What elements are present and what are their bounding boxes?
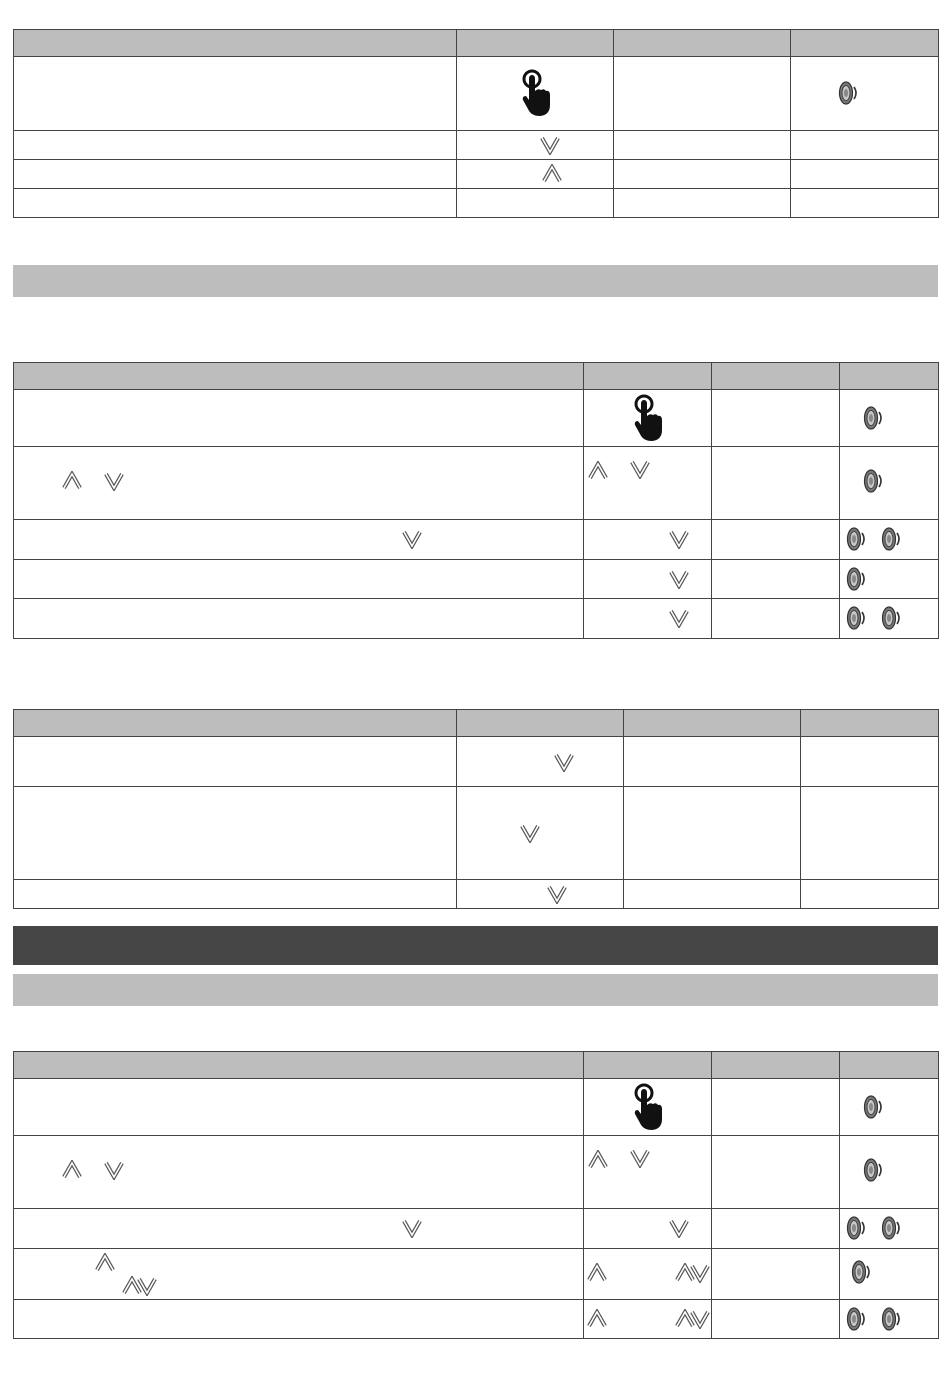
table-cell xyxy=(14,189,457,218)
chevron-up-icon xyxy=(587,1150,609,1170)
chevron-down-icon xyxy=(103,1160,125,1180)
table-cell xyxy=(801,737,939,787)
table-row xyxy=(14,737,939,787)
table-3 xyxy=(13,709,939,909)
header-cell xyxy=(14,30,457,57)
table-2 xyxy=(13,362,939,639)
table-cell xyxy=(14,560,584,599)
table-row xyxy=(14,880,939,909)
table-row xyxy=(14,189,939,218)
table-cell xyxy=(801,880,939,909)
table-cell xyxy=(624,737,801,787)
table-row xyxy=(14,1300,939,1339)
table-cell xyxy=(14,1209,584,1249)
table-cell xyxy=(614,189,791,218)
header-cell xyxy=(712,363,840,390)
speaker-beep-icon xyxy=(862,1156,884,1184)
table-row xyxy=(14,160,939,189)
chevron-up-icon xyxy=(586,1309,608,1329)
table-cell xyxy=(801,787,939,880)
chevron-down-icon xyxy=(553,752,575,772)
table-cell xyxy=(712,1136,840,1209)
header-cell xyxy=(14,1052,584,1079)
table-cell xyxy=(584,1136,712,1209)
table-cell xyxy=(712,1300,840,1339)
table-row xyxy=(14,1209,939,1249)
table-cell xyxy=(791,189,939,218)
section-bar xyxy=(13,265,938,297)
table-cell xyxy=(14,131,457,160)
speaker-beep-icon xyxy=(845,525,867,553)
speaker-beep-icon xyxy=(862,404,884,432)
table-cell xyxy=(791,131,939,160)
table-cell xyxy=(840,390,939,447)
speaker-beep-icon xyxy=(862,1093,884,1121)
chevron-down-icon xyxy=(689,1263,711,1283)
table-cell xyxy=(791,160,939,189)
table-cell xyxy=(457,787,624,880)
table-cell xyxy=(840,447,939,520)
chevron-down-icon xyxy=(546,884,568,904)
table-cell xyxy=(840,560,939,599)
table-row xyxy=(14,447,939,520)
table-cell xyxy=(457,189,614,218)
speaker-beep-icon xyxy=(880,525,902,553)
table-cell xyxy=(791,57,939,131)
speaker-beep-icon xyxy=(845,1305,867,1333)
table-row xyxy=(14,131,939,160)
table-cell xyxy=(840,599,939,639)
chevron-up-icon xyxy=(94,1253,116,1273)
chevron-down-icon xyxy=(401,1218,423,1238)
table-cell xyxy=(712,599,840,639)
chevron-up-icon xyxy=(586,1263,608,1283)
table-row xyxy=(14,560,939,599)
table-cell xyxy=(712,1079,840,1136)
table-cell xyxy=(712,1209,840,1249)
section-bar-dark xyxy=(13,926,938,965)
chevron-up-icon xyxy=(587,461,609,481)
header-cell xyxy=(14,363,584,390)
table-cell xyxy=(584,1249,712,1300)
table-row xyxy=(14,1079,939,1136)
table-cell xyxy=(840,1249,939,1300)
table-cell xyxy=(14,1136,584,1209)
touch-hand-icon xyxy=(631,1083,665,1133)
table-cell xyxy=(584,447,712,520)
table-header-row xyxy=(14,363,939,390)
table-row xyxy=(14,57,939,131)
table-cell xyxy=(14,880,457,909)
chevron-down-icon xyxy=(136,1276,158,1296)
table-cell xyxy=(840,1136,939,1209)
speaker-beep-icon xyxy=(837,79,859,107)
touch-hand-icon xyxy=(631,394,665,444)
table-cell xyxy=(14,599,584,639)
header-cell xyxy=(712,1052,840,1079)
header-cell xyxy=(801,710,939,737)
table-cell xyxy=(14,390,584,447)
header-cell xyxy=(584,1052,712,1079)
table-cell xyxy=(712,390,840,447)
speaker-beep-icon xyxy=(845,565,867,593)
table-header-row xyxy=(14,1052,939,1079)
table-cell xyxy=(712,1249,840,1300)
table-cell xyxy=(624,787,801,880)
table-cell xyxy=(14,737,457,787)
table-cell xyxy=(840,1300,939,1339)
table-cell xyxy=(584,1079,712,1136)
chevron-down-icon xyxy=(668,1218,690,1238)
table-cell xyxy=(457,880,624,909)
speaker-beep-icon xyxy=(850,1258,872,1286)
table-cell xyxy=(584,390,712,447)
chevron-down-icon xyxy=(629,1148,651,1168)
table-row xyxy=(14,390,939,447)
table-cell xyxy=(14,1079,584,1136)
table-cell xyxy=(14,1300,584,1339)
table-cell xyxy=(14,520,584,560)
table-cell xyxy=(840,1079,939,1136)
table-row xyxy=(14,599,939,639)
chevron-down-icon xyxy=(629,459,651,479)
table-1 xyxy=(13,29,939,218)
table-row xyxy=(14,520,939,560)
chevron-down-icon xyxy=(668,569,690,589)
header-cell xyxy=(584,363,712,390)
header-cell xyxy=(840,1052,939,1079)
chevron-up-icon xyxy=(61,471,83,491)
header-cell xyxy=(791,30,939,57)
chevron-down-icon xyxy=(539,135,561,155)
speaker-beep-icon xyxy=(862,467,884,495)
table-cell xyxy=(14,160,457,189)
table-header-row xyxy=(14,710,939,737)
table-cell xyxy=(712,520,840,560)
table-cell xyxy=(457,131,614,160)
header-cell xyxy=(614,30,791,57)
speaker-beep-icon xyxy=(880,1305,902,1333)
chevron-down-icon xyxy=(689,1309,711,1329)
table-cell xyxy=(840,520,939,560)
table-cell xyxy=(584,1209,712,1249)
chevron-down-icon xyxy=(103,471,125,491)
table-cell xyxy=(624,880,801,909)
chevron-down-icon xyxy=(668,608,690,628)
table-cell xyxy=(584,520,712,560)
header-cell xyxy=(457,710,624,737)
speaker-beep-icon xyxy=(845,1214,867,1242)
table-cell xyxy=(840,1209,939,1249)
table-4 xyxy=(13,1051,939,1339)
chevron-up-icon xyxy=(61,1160,83,1180)
chevron-down-icon xyxy=(401,529,423,549)
table-cell xyxy=(584,599,712,639)
table-row xyxy=(14,1136,939,1209)
table-cell xyxy=(712,560,840,599)
table-cell xyxy=(457,160,614,189)
table-cell xyxy=(14,787,457,880)
speaker-beep-icon xyxy=(845,604,867,632)
chevron-down-icon xyxy=(668,529,690,549)
table-header-row xyxy=(14,30,939,57)
speaker-beep-icon xyxy=(880,1214,902,1242)
table-cell xyxy=(14,447,584,520)
chevron-up-icon xyxy=(541,164,563,184)
table-cell xyxy=(457,57,614,131)
table-cell xyxy=(14,1249,584,1300)
table-cell xyxy=(614,131,791,160)
chevron-down-icon xyxy=(519,823,541,843)
table-cell xyxy=(614,160,791,189)
speaker-beep-icon xyxy=(880,604,902,632)
table-row xyxy=(14,787,939,880)
table-cell xyxy=(584,1300,712,1339)
table-cell xyxy=(457,737,624,787)
touch-hand-icon xyxy=(519,69,553,119)
table-cell xyxy=(14,57,457,131)
header-cell xyxy=(457,30,614,57)
header-cell xyxy=(14,710,457,737)
table-row xyxy=(14,1249,939,1300)
section-bar xyxy=(13,974,938,1006)
table-cell xyxy=(584,560,712,599)
table-cell xyxy=(712,447,840,520)
header-cell xyxy=(624,710,801,737)
table-cell xyxy=(614,57,791,131)
header-cell xyxy=(840,363,939,390)
